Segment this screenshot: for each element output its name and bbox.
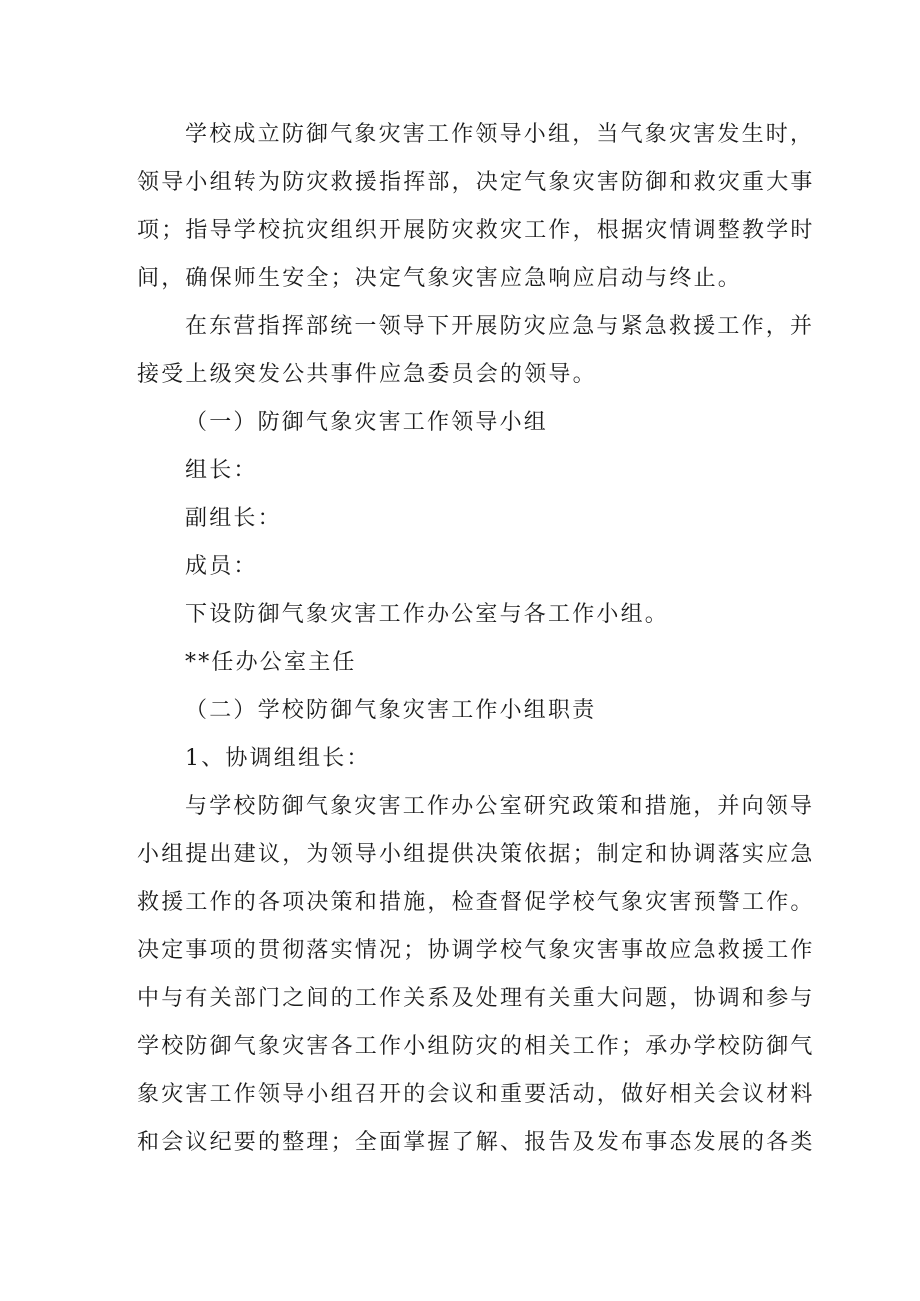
paragraph-line: 领导小组转为防灾救援指挥部，决定气象灾害防御和救灾重大事 [137,170,815,195]
item-title: 1、协调组组长： [185,746,371,771]
paragraph-line: 决定事项的贯彻落实情况；协调学校气象灾害事故应急救援工作 [137,938,815,963]
paragraph-line: 象灾害工作领导小组召开的会议和重要活动，做好相关会议材料 [137,1082,815,1107]
paragraph-line: 在东营指挥部统一领导下开展防灾应急与紧急救援工作，并 [185,314,815,339]
paragraph-line: 间，确保师生安全；决定气象灾害应急响应启动与终止。 [137,266,743,291]
section-heading: （一）防御气象灾害工作领导小组 [185,410,549,435]
paragraph-line: 项；指导学校抗灾组织开展防灾救灾工作，根据灾情调整教学时 [137,218,815,243]
paragraph-line: 小组提出建议，为领导小组提供决策依据；制定和协调落实应急 [137,842,815,867]
paragraph-line: 和会议纪要的整理；全面掌握了解、报告及发布事态发展的各类 [137,1130,815,1155]
members-label: 成员： [185,554,258,579]
group-leader-label: 组长： [185,458,258,483]
paragraph-line: 学校成立防御气象灾害工作领导小组，当气象灾害发生时， [185,122,815,147]
paragraph-line: 救援工作的各项决策和措施，检查督促学校气象灾害预警工作。 [137,890,815,915]
paragraph-line: 接受上级突发公共事件应急委员会的领导。 [137,362,597,387]
paragraph-line: 中与有关部门之间的工作关系及处理有关重大问题，协调和参与 [137,986,815,1011]
section-heading: （二）学校防御气象灾害工作小组职责 [185,698,597,723]
deputy-leader-label: 副组长： [185,506,282,531]
office-setup-text: 下设防御气象灾害工作办公室与各工作小组。 [185,602,670,627]
office-director-text: **任办公室主任 [185,650,357,675]
paragraph-line: 学校防御气象灾害各工作小组防灾的相关工作；承办学校防御气 [137,1034,815,1059]
paragraph-line: 与学校防御气象灾害工作办公室研究政策和措施，并向领导 [185,794,815,819]
